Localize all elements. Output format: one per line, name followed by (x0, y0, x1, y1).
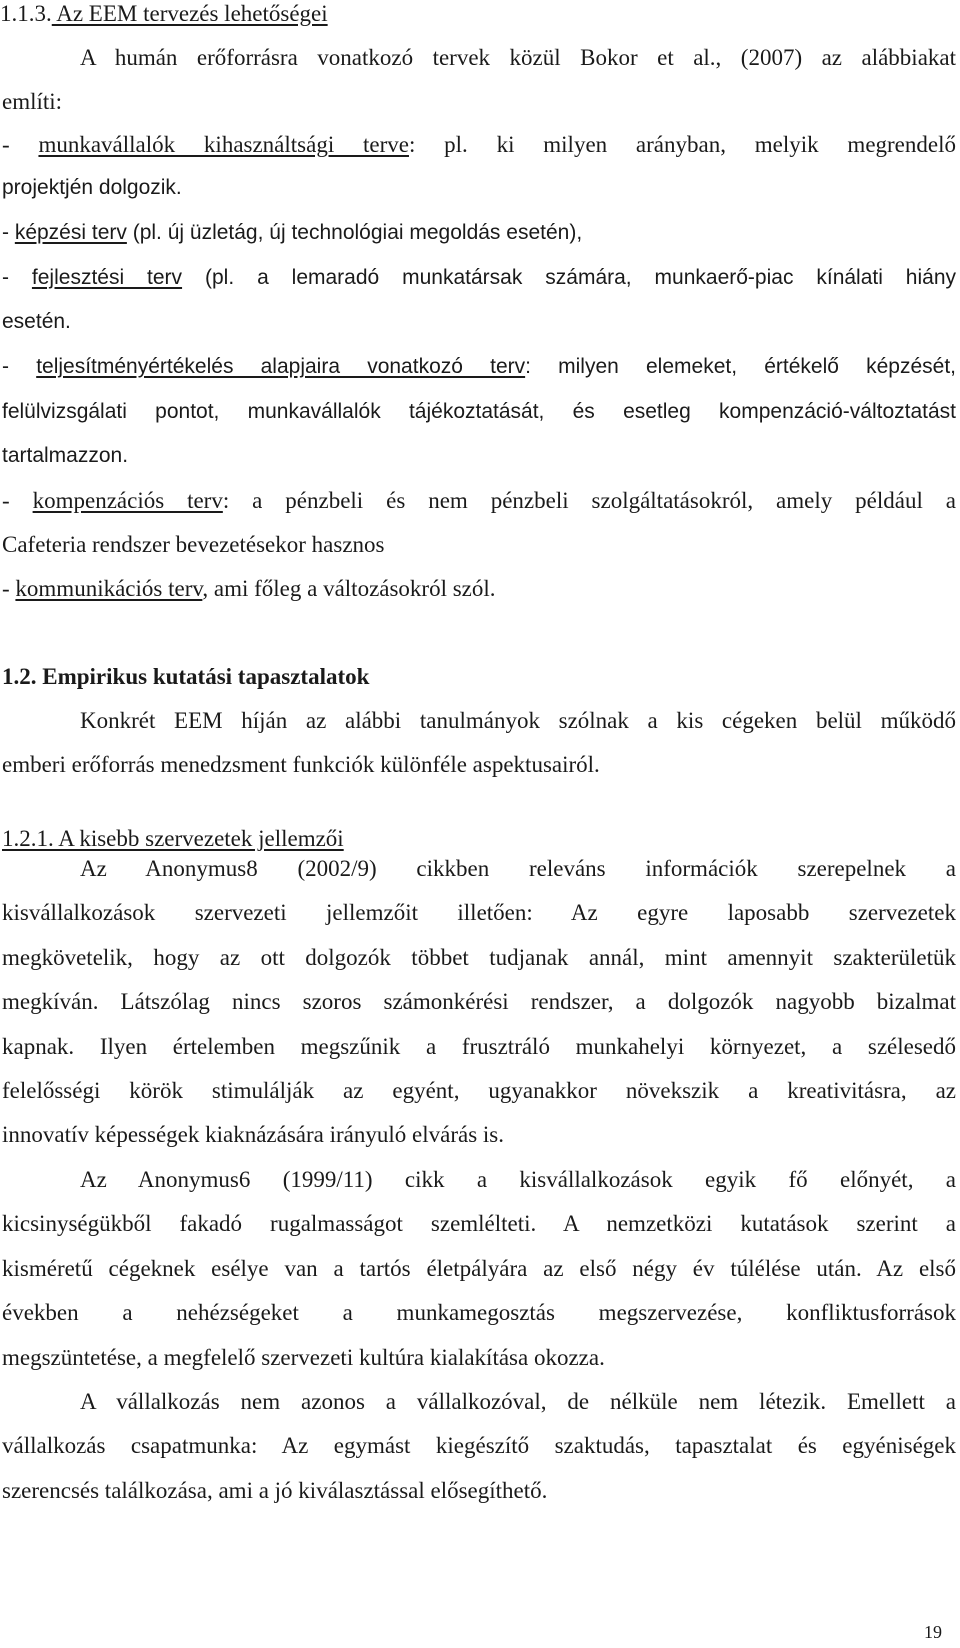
body-line: Konkrét EEM híján az alábbi tanulmányok szólnak a kis cégeken belül működő (80, 708, 956, 733)
intro-line: A humán erőforrásra vonatkozó tervek közül Bokor et al., (2007) az alábbiakat (80, 45, 956, 70)
body-line: szerencsés találkozása, ami a jó kiválasztással elősegíthető. (2, 1478, 548, 1503)
plan-item-continuation: esetén. (2, 310, 71, 333)
body-line: emberi erőforrás menedzsment funkciók különféle aspektusairól. (2, 752, 600, 777)
plan-item-continuation: tartalmazzon. (2, 444, 129, 467)
section-heading-1-2: 1.2. Empirikus kutatási tapasztalatok (2, 664, 370, 689)
body-line: megkíván. Látszólag nincs szoros számonkérési rendszer, a dolgozók nagyobb bizalmat (2, 989, 956, 1014)
plan-item: - kommunikációs terv, ami főleg a változásokról szól. (2, 576, 496, 601)
body-line: kapnak. Ilyen értelemben megszűnik a frusztráló munkahelyi környezet, a szélesedő (2, 1034, 956, 1059)
body-line: kisvállalkozások szervezeti jellemzőit illetően: Az egyre laposabb szervezetek (2, 900, 956, 925)
body-line: felelősségi körök stimulálják az egyént, ugyanakkor növekszik a kreativitásra, az (2, 1078, 956, 1103)
plan-item: - fejlesztési terv (pl. a lemaradó munkatársak számára, munkaerő-piac kínálati hiány (2, 266, 957, 289)
plan-item: - kompenzációs terv: a pénzbeli és nem pénzbeli szolgáltatásokról, amely például a (2, 488, 956, 513)
plan-item: - teljesítményértékelés alapjaira vonatkozó terv: milyen elemeket, értékelő képzését, (2, 355, 957, 378)
body-line: Az Anonymus6 (1999/11) cikk a kisvállalkozások egyik fő előnyét, a (80, 1167, 956, 1192)
section-heading-1-1-3: 1.1.3. Az EEM tervezés lehetőségei (0, 1, 328, 26)
body-line: megszüntetése, a megfelelő szervezeti kultúra kialakítása okozza. (2, 1345, 605, 1370)
body-line: megkövetelik, hogy az ott dolgozók többet tudjanak annál, mint amennyit szakterületük (2, 945, 956, 970)
body-line: kicsinységükből fakadó rugalmasságot szemlélteti. A nemzetközi kutatások szerint a (2, 1211, 956, 1236)
body-line: években a nehézségeket a munkamegosztás megszervezése, konfliktusforrások (2, 1300, 956, 1325)
body-line: kisméretű cégeknek esélye van a tartós életpályára az első négy év túlélése után. Az első (2, 1256, 956, 1281)
section-heading-1-2-1: 1.2.1. A kisebb szervezetek jellemzői (2, 826, 344, 851)
body-line: Az Anonymus8 (2002/9) cikkben releváns információk szerepelnek a (80, 856, 956, 881)
plan-item: - munkavállalók kihasználtsági terve: pl. ki milyen arányban, melyik megrendelő (2, 132, 956, 157)
plan-item: - képzési terv (pl. új üzletág, új technológiai megoldás esetén), (2, 221, 583, 244)
body-line: A vállalkozás nem azonos a vállalkozóval, de nélküle nem létezik. Emellett a (80, 1389, 956, 1414)
plan-item-continuation: felülvizsgálati pontot, munkavállalók tájékoztatását, és esetleg kompenzáció-változtatást (2, 400, 956, 423)
intro-line: említi: (2, 89, 63, 114)
plan-item-continuation: Cafeteria rendszer bevezetésekor hasznos (2, 532, 385, 557)
body-line: innovatív képességek kiaknázására irányuló elvárás is. (2, 1122, 504, 1147)
page-number: 19 (924, 1622, 942, 1642)
body-line: vállalkozás csapatmunka: Az egymást kiegészítő szaktudás, tapasztalat és egyéniségek (2, 1433, 956, 1458)
plan-item-continuation: projektjén dolgozik. (2, 176, 182, 199)
